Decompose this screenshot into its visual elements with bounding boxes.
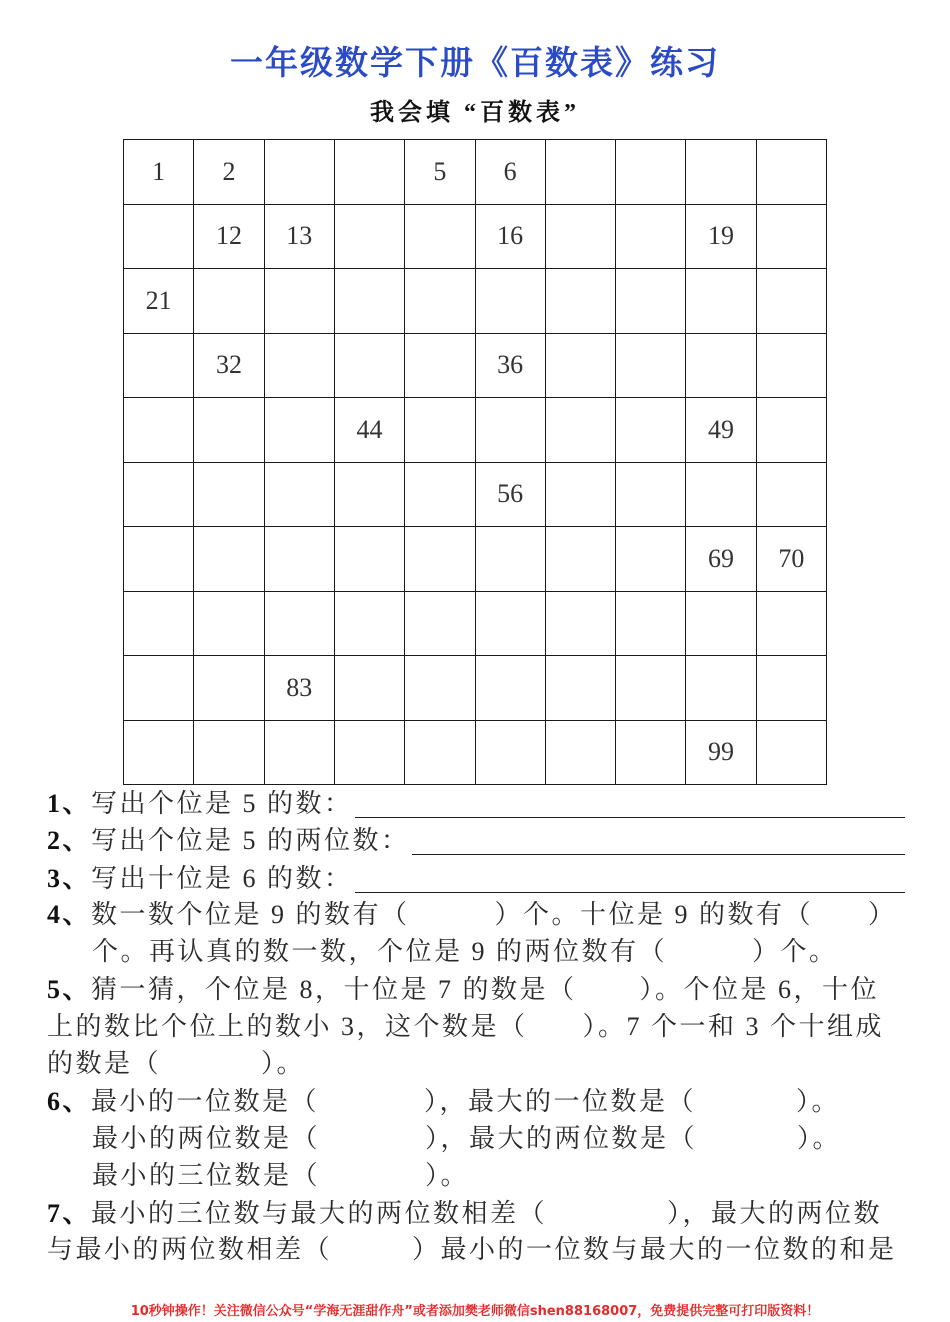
question-text: ）。7 个一和 3 个十组成 — [582, 1012, 885, 1041]
grid-cell — [616, 269, 686, 334]
question-text: 写出个位是 5 的两位数： — [91, 826, 410, 855]
grid-cell: 49 — [686, 398, 756, 463]
grid-cell — [405, 463, 475, 528]
answer-blank — [696, 1094, 796, 1114]
grid-cell — [546, 463, 616, 528]
question-text: ）个。 — [752, 937, 838, 966]
grid-cell — [124, 527, 194, 592]
grid-cell: 36 — [476, 334, 546, 399]
grid-cell — [546, 334, 616, 399]
question-line — [92, 1121, 905, 1157]
grid-cell — [335, 592, 405, 657]
grid-cell: 32 — [194, 334, 264, 399]
grid-cell — [405, 656, 475, 721]
grid-cell: 5 — [405, 140, 475, 205]
answer-blank — [319, 1094, 424, 1114]
grid-cell — [546, 269, 616, 334]
question-line — [47, 786, 905, 822]
answer-blank — [332, 1242, 412, 1262]
grid-cell — [757, 269, 827, 334]
grid-cell: 19 — [686, 205, 756, 270]
grid-cell — [124, 463, 194, 528]
grid-cell: 2 — [194, 140, 264, 205]
grid-cell: 13 — [265, 205, 335, 270]
grid-cell — [335, 463, 405, 528]
grid-cell: 6 — [476, 140, 546, 205]
grid-cell — [757, 592, 827, 657]
question-text: ）个。十位是 9 的数有（ — [494, 900, 814, 929]
grid-cell: 70 — [757, 527, 827, 592]
question-text: ）。 — [797, 1124, 842, 1153]
question-text: ），最大的两位数 — [667, 1199, 883, 1228]
grid-cell — [124, 721, 194, 786]
question-line — [47, 861, 905, 897]
question-line — [92, 1158, 905, 1194]
question-text: 的数是（ — [47, 1049, 162, 1078]
grid-cell — [686, 592, 756, 657]
grid-cell — [405, 269, 475, 334]
grid-cell — [686, 463, 756, 528]
grid-cell — [124, 398, 194, 463]
question-text: 写出个位是 5 的数： — [91, 789, 353, 818]
answer-line — [355, 786, 905, 818]
question-number: 7、 — [47, 1199, 92, 1228]
grid-cell: 83 — [265, 656, 335, 721]
footer-note: 10秒钟操作！关注微信公众号“学海无涯甜作舟”或者添加樊老师微信shen88168007，免费提供完整可打印版资料！ — [130, 1304, 820, 1319]
grid-cell — [546, 527, 616, 592]
question-text: 最小的两位数是（ — [92, 1124, 321, 1153]
grid-cell — [265, 269, 335, 334]
grid-cell: 16 — [476, 205, 546, 270]
question-line — [47, 1084, 905, 1120]
grid-cell — [757, 140, 827, 205]
grid-cell — [335, 656, 405, 721]
grid-cell — [616, 205, 686, 270]
grid-cell — [476, 592, 546, 657]
question-text: 与最小的两位数相差（ — [47, 1235, 333, 1264]
answer-blank — [320, 1131, 425, 1151]
question-line — [47, 1196, 905, 1232]
grid-cell: 69 — [686, 527, 756, 592]
question-text: ） — [868, 900, 897, 929]
question-text: 最小的三位数是（ — [92, 1161, 321, 1190]
question-text: 上的数比个位上的数小 3，这个数是（ — [47, 1012, 528, 1041]
answer-blank — [577, 982, 640, 1002]
question-text: ）。 — [425, 1161, 470, 1190]
grid-cell — [546, 140, 616, 205]
question-line — [47, 1232, 905, 1268]
grid-cell — [194, 656, 264, 721]
section-heading: 我会填 “百数表” — [370, 100, 580, 126]
grid-cell: 56 — [476, 463, 546, 528]
grid-cell — [757, 334, 827, 399]
grid-cell — [194, 592, 264, 657]
grid-cell — [757, 656, 827, 721]
grid-cell — [124, 334, 194, 399]
question-text: 猜一猜，个位是 8，十位是 7 的数是（ — [91, 975, 577, 1004]
question-text: ）。个位是 6，十位 — [639, 975, 880, 1004]
question-line — [92, 934, 905, 970]
question-text: 数一数个位是 9 的数有（ — [91, 900, 410, 929]
grid-cell — [194, 463, 264, 528]
grid-cell — [757, 205, 827, 270]
page-title: 一年级数学下册《百数表》练习 — [230, 46, 720, 82]
grid-cell — [405, 398, 475, 463]
grid-cell — [124, 592, 194, 657]
grid-cell: 99 — [686, 721, 756, 786]
grid-cell — [124, 205, 194, 270]
answer-blank — [813, 907, 868, 927]
grid-cell — [335, 721, 405, 786]
grid-cell: 1 — [124, 140, 194, 205]
question-text: ），最大的一位数是（ — [424, 1087, 697, 1116]
question-text: ）最小的一位数与最大的一位数的和是 — [412, 1235, 897, 1264]
grid-cell — [546, 721, 616, 786]
grid-cell: 12 — [194, 205, 264, 270]
grid-cell — [194, 527, 264, 592]
answer-line — [412, 823, 905, 855]
grid-cell — [265, 721, 335, 786]
grid-cell: 44 — [335, 398, 405, 463]
question-number: 4、 — [47, 900, 92, 929]
grid-cell — [546, 205, 616, 270]
grid-cell — [335, 205, 405, 270]
grid-cell — [616, 592, 686, 657]
hundred-chart-grid — [123, 139, 827, 785]
grid-cell — [757, 398, 827, 463]
answer-blank — [697, 1131, 797, 1151]
grid-cell — [124, 656, 194, 721]
answer-blank — [410, 907, 495, 927]
grid-cell — [194, 398, 264, 463]
question-number: 2、 — [47, 826, 92, 855]
grid-cell — [335, 140, 405, 205]
grid-cell — [405, 527, 475, 592]
grid-cell — [476, 656, 546, 721]
grid-cell — [616, 656, 686, 721]
grid-cell — [686, 334, 756, 399]
answer-blank — [320, 1168, 425, 1188]
answer-blank — [528, 1019, 583, 1039]
grid-cell — [405, 721, 475, 786]
question-line — [47, 1046, 905, 1082]
question-text: ），最大的两位数是（ — [425, 1124, 698, 1153]
grid-cell — [194, 721, 264, 786]
grid-cell — [265, 463, 335, 528]
grid-cell — [405, 205, 475, 270]
grid-cell — [686, 269, 756, 334]
question-text: ）。 — [796, 1087, 841, 1116]
grid-cell — [265, 398, 335, 463]
grid-cell — [686, 656, 756, 721]
grid-cell — [546, 656, 616, 721]
answer-blank — [161, 1056, 261, 1076]
grid-cell — [686, 140, 756, 205]
grid-cell — [616, 527, 686, 592]
grid-cell — [335, 334, 405, 399]
grid-cell — [335, 269, 405, 334]
grid-cell — [265, 140, 335, 205]
answer-blank — [547, 1206, 667, 1226]
grid-cell — [757, 463, 827, 528]
grid-cell — [265, 334, 335, 399]
grid-cell — [265, 592, 335, 657]
grid-cell — [476, 269, 546, 334]
grid-cell — [405, 334, 475, 399]
grid-cell — [476, 721, 546, 786]
grid-cell — [616, 334, 686, 399]
grid-cell — [265, 527, 335, 592]
grid-cell — [616, 721, 686, 786]
question-text: ）。 — [261, 1049, 306, 1078]
grid-cell — [616, 398, 686, 463]
question-number: 5、 — [47, 975, 92, 1004]
grid-cell — [616, 140, 686, 205]
grid-cell: 21 — [124, 269, 194, 334]
question-text: 最小的一位数是（ — [91, 1087, 320, 1116]
grid-cell — [476, 398, 546, 463]
question-number: 1、 — [47, 789, 92, 818]
answer-line — [355, 861, 905, 893]
question-line — [47, 897, 905, 933]
question-number: 3、 — [47, 864, 92, 893]
grid-cell — [546, 398, 616, 463]
question-number: 6、 — [47, 1087, 92, 1116]
question-line — [47, 1009, 905, 1045]
grid-cell — [757, 721, 827, 786]
question-line — [47, 972, 905, 1008]
grid-cell — [616, 463, 686, 528]
grid-cell — [194, 269, 264, 334]
grid-cell — [405, 592, 475, 657]
grid-cell — [335, 527, 405, 592]
question-text: 个。再认真的数一数，个位是 9 的两位数有（ — [92, 937, 668, 966]
answer-blank — [667, 944, 752, 964]
question-text: 写出十位是 6 的数： — [91, 864, 353, 893]
question-text: 最小的三位数与最大的两位数相差（ — [91, 1199, 548, 1228]
grid-cell — [476, 527, 546, 592]
grid-cell — [546, 592, 616, 657]
question-line — [47, 823, 905, 859]
